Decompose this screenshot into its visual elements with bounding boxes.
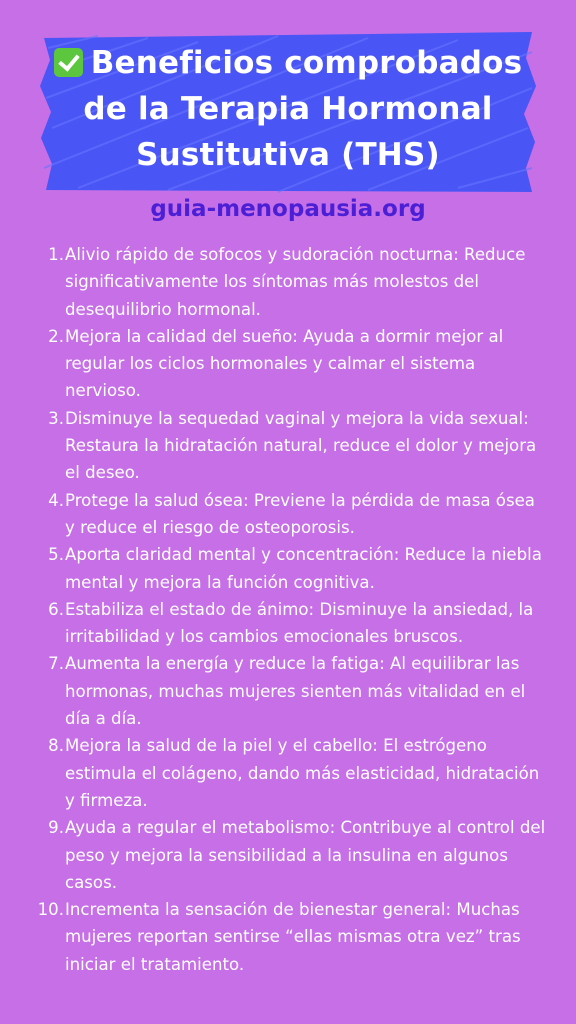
list-item [40, 405, 550, 487]
item-text: Estabiliza el estado de ánimo: Disminuye la ansiedad, la irritabilidad y los cambios emocionales bruscos. [65, 599, 534, 647]
list-item [40, 732, 550, 814]
item-number: 7. [48, 654, 64, 674]
item-number: 6. [48, 599, 64, 619]
item-text: Mejora la salud de la piel y el cabello: El estrógeno estimula el colágeno, dando más elasticidad, hidratación y firmeza. [65, 736, 540, 810]
page-title-text: Beneficios comprobados de la Terapia Hormonal Sustitutiva (THS) [83, 45, 523, 173]
benefits-list [37, 241, 550, 978]
list-item [40, 814, 550, 896]
item-number: 3. [48, 408, 64, 428]
item-text: Aporta claridad mental y concentración: Reduce la niebla mental y mejora la función cognitiva. [65, 545, 542, 592]
list-item [37, 896, 550, 978]
item-text: Aumenta la energía y reduce la fatiga: Al equilibrar las hormonas, muchas mujeres sienten más vitalidad en el día a día. [65, 654, 526, 729]
list-item [40, 487, 550, 542]
list-item [40, 596, 550, 651]
item-number: 9. [48, 818, 64, 838]
list-item [40, 650, 550, 732]
item-text: Disminuye la sequedad vaginal y mejora la vida sexual: Restaura la hidratación natural, reduce el dolor y mejora el deseo. [65, 408, 537, 483]
list-item [40, 323, 550, 405]
page-title [38, 40, 538, 178]
item-number: 8. [48, 736, 64, 756]
list-item [40, 541, 550, 596]
item-number: 10. [37, 900, 64, 920]
site-url: guia-menopausia.org [150, 196, 426, 222]
item-number: 4. [48, 490, 64, 510]
item-text: Ayuda a regular el metabolismo: Contribuye al control del peso y mejora la sensibilidad a la insulina en algunos casos. [65, 818, 546, 892]
item-text: Mejora la calidad del sueño: Ayuda a dormir mejor al regular los ciclos hormonales y calmar el sistema nervioso. [65, 326, 504, 401]
item-number: 1. [48, 245, 64, 264]
list-item [40, 241, 550, 323]
item-number: 5. [48, 545, 64, 565]
item-number: 2. [48, 326, 64, 346]
item-text: Alivio rápido de sofocos y sudoración nocturna: Reduce significativamente los síntomas más molestos del desequilibrio hormonal. [65, 245, 526, 319]
check-mark-button-icon [54, 48, 83, 77]
item-text: Protege la salud ósea: Previene la pérdida de masa ósea y reduce el riesgo de osteoporosis. [65, 490, 535, 537]
item-text: Incrementa la sensación de bienestar general: Muchas mujeres reportan sentirse “ellas mismas otra vez” tras iniciar el tratamiento. [65, 900, 521, 974]
